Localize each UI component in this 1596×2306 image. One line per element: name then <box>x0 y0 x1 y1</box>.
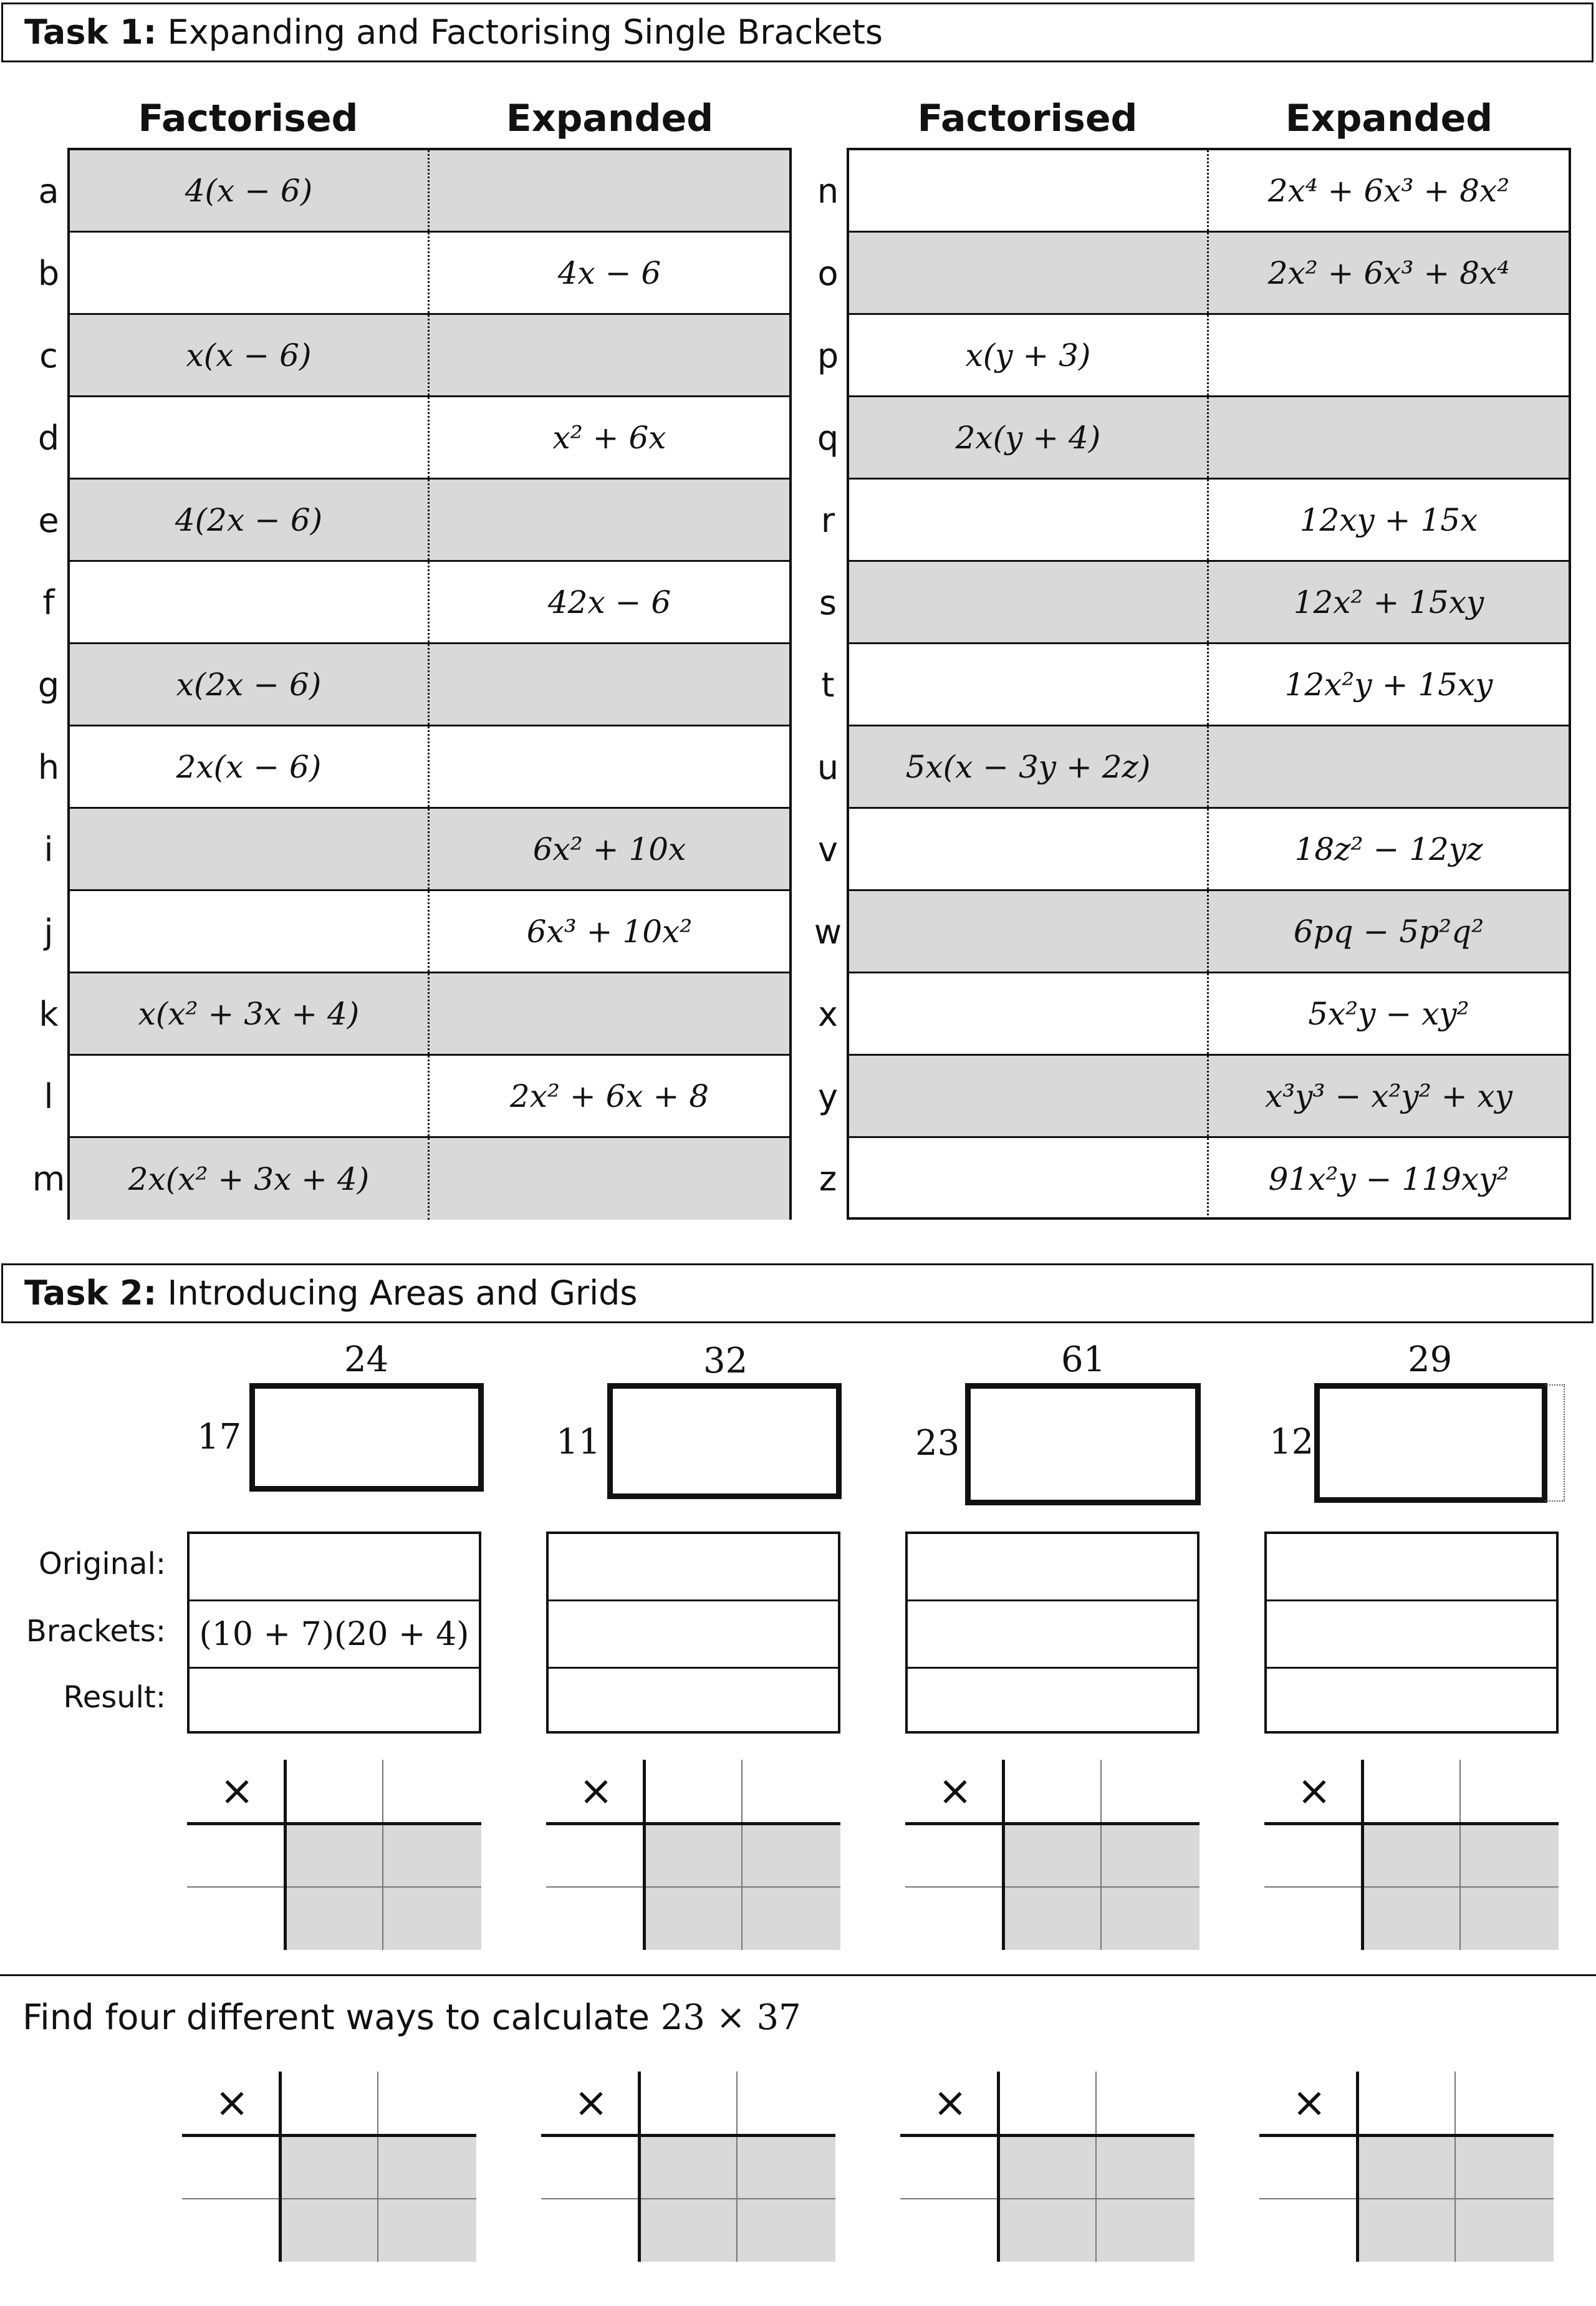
grid-divider <box>1100 1760 1102 1950</box>
factorised-cell[interactable] <box>849 809 1209 889</box>
row-letter-label: i <box>44 830 54 869</box>
row-letter-label: l <box>44 1077 54 1116</box>
rect1-top-dimension: 24 <box>344 1339 389 1380</box>
expanded-cell[interactable]: 12xy + 15x <box>1299 501 1478 538</box>
area-rectangle-4 <box>1314 1383 1547 1503</box>
factorised-cell[interactable] <box>849 891 1209 972</box>
table-row <box>70 1138 789 1220</box>
row-letter-label: q <box>817 418 839 458</box>
factorised-cell[interactable] <box>849 150 1209 231</box>
calc-box-1-original[interactable] <box>190 1534 479 1601</box>
grid-divider <box>187 1886 481 1888</box>
factorised-cell[interactable]: 2x(x − 6) <box>70 726 430 807</box>
find-prompt-expression: 23 × 37 <box>660 1997 801 2038</box>
grid-divider <box>377 2072 378 2262</box>
expanded-cell[interactable] <box>430 150 789 231</box>
table-row <box>849 1138 1569 1220</box>
factorised-cell[interactable]: 4(x − 6) <box>70 150 430 231</box>
calc-box-1-brackets[interactable]: (10 + 7)(20 + 4) <box>190 1601 479 1669</box>
table-row <box>70 891 789 973</box>
calc-box-4-original[interactable] <box>1267 1534 1556 1601</box>
expanded-cell[interactable]: 2x² + 6x + 8 <box>509 1078 709 1114</box>
factorised-cell[interactable] <box>70 1056 430 1136</box>
table-row <box>70 480 789 562</box>
left-table <box>67 148 792 1220</box>
task1-header <box>1 2 1594 62</box>
times-icon: × <box>214 2078 249 2126</box>
factorised-cell[interactable]: 5x(x − 3y + 2z) <box>849 726 1209 807</box>
grid-axis <box>279 2072 282 2262</box>
right-table <box>847 148 1571 1220</box>
grid-divider <box>741 1760 743 1950</box>
grid-axis <box>187 1822 481 1825</box>
factorised-cell[interactable]: 2x(x² + 3x + 4) <box>70 1138 430 1220</box>
row-letter-label: p <box>817 336 839 375</box>
times-icon: × <box>938 1767 973 1815</box>
grid-axis <box>541 2134 835 2137</box>
grid-axis <box>905 1822 1199 1825</box>
table-row <box>849 397 1569 480</box>
expanded-cell[interactable]: 12x²y + 15xy <box>1284 666 1493 703</box>
right-col-expanded-heading: Expanded <box>1285 97 1493 140</box>
table-row <box>70 726 789 809</box>
grid-divider <box>1264 1886 1559 1888</box>
factorised-cell[interactable] <box>849 973 1209 1054</box>
rect2-top-dimension: 32 <box>703 1341 748 1381</box>
expanded-cell[interactable]: 18z² − 12yz <box>1294 831 1483 867</box>
grid-divider <box>1095 2072 1097 2262</box>
grid-axis <box>638 2072 641 2262</box>
grid-axis <box>1002 1760 1005 1950</box>
expanded-cell[interactable]: x³y³ − x²y² + xy <box>1265 1078 1512 1114</box>
table-row <box>849 973 1569 1056</box>
grid-axis <box>1361 1760 1364 1950</box>
grid-divider <box>182 2198 476 2199</box>
times-icon: × <box>579 1767 613 1815</box>
table-row <box>70 315 789 397</box>
grid-divider <box>900 2198 1195 2199</box>
find-four-ways-prompt <box>22 1993 801 2043</box>
calc-box-3-original[interactable] <box>908 1534 1197 1601</box>
expanded-cell[interactable] <box>430 1138 789 1220</box>
table-row <box>70 1056 789 1138</box>
row-letter-label: h <box>37 748 60 787</box>
calc-box-2-result[interactable] <box>549 1669 838 1736</box>
row-letter-label: e <box>38 501 59 540</box>
row-letter-label: w <box>814 912 842 952</box>
calc-box-4 <box>1264 1532 1559 1734</box>
task2-title-text: Introducing Areas and Grids <box>156 1273 638 1313</box>
original-label: Original: <box>39 1546 166 1581</box>
factorised-cell[interactable] <box>849 233 1209 313</box>
expanded-cell[interactable]: x² + 6x <box>552 419 666 456</box>
expanded-cell[interactable] <box>1209 726 1569 807</box>
task2-title-bold: Task 2: <box>24 1273 157 1313</box>
row-letter-label: f <box>42 583 55 622</box>
right-col-factorised-heading: Factorised <box>917 97 1138 140</box>
calc-box-2-brackets[interactable] <box>549 1601 838 1669</box>
grid-axis <box>1356 2072 1359 2262</box>
multiplication-grid-1 <box>187 1760 481 1950</box>
row-letter-label: m <box>32 1159 65 1199</box>
grid-axis <box>1259 2134 1554 2137</box>
multiplication-grid-2 <box>546 1760 840 1950</box>
expanded-cell[interactable] <box>430 644 789 725</box>
factorised-cell[interactable] <box>70 891 430 972</box>
row-letter-label: x <box>818 995 838 1034</box>
expanded-cell[interactable]: 91x²y − 119xy² <box>1268 1160 1509 1197</box>
calc-box-3-result[interactable] <box>908 1669 1197 1736</box>
row-letter-label: t <box>821 665 835 705</box>
grid-axis <box>900 2134 1195 2137</box>
rect3-side-dimension: 23 <box>915 1423 960 1464</box>
grid-axis <box>284 1760 287 1950</box>
row-letter-label: g <box>37 665 60 705</box>
rect4-dotted-extension <box>1545 1384 1565 1502</box>
row-letter-label: z <box>819 1159 837 1199</box>
calc-box-3-brackets[interactable] <box>908 1601 1197 1669</box>
table-row <box>849 480 1569 562</box>
row-letter-label: s <box>819 583 837 622</box>
factorised-cell[interactable]: 2x(y + 4) <box>849 397 1209 478</box>
grid-divider <box>541 2198 835 2199</box>
expanded-cell[interactable]: 12x² + 15xy <box>1293 584 1484 620</box>
expanded-cell[interactable]: 6pq − 5p²q² <box>1293 913 1484 950</box>
multiplication-grid-4 <box>1264 1760 1559 1950</box>
table-row <box>849 150 1569 233</box>
factorised-cell[interactable] <box>70 233 430 313</box>
grid-axis <box>182 2134 476 2137</box>
table-row <box>70 809 789 891</box>
times-icon: × <box>1292 2078 1327 2126</box>
grid-axis <box>997 2072 1000 2262</box>
row-letter-label: u <box>817 748 839 787</box>
grid-divider <box>1454 2072 1456 2262</box>
times-icon: × <box>1297 1767 1332 1815</box>
calc-box-3 <box>905 1532 1199 1734</box>
calc-grid-3 <box>900 2072 1195 2262</box>
rect3-top-dimension: 61 <box>1061 1339 1106 1380</box>
task1-title-bold: Task 1: <box>24 12 157 52</box>
row-letter-label: o <box>817 254 839 293</box>
row-letter-label: b <box>37 254 60 293</box>
table-row <box>849 233 1569 315</box>
table-row <box>849 315 1569 397</box>
factorised-cell[interactable] <box>70 397 430 478</box>
row-letter-label: a <box>38 171 59 211</box>
brackets-label: Brackets: <box>26 1614 166 1649</box>
calc-grid-1 <box>182 2072 476 2262</box>
expanded-cell[interactable]: 2x⁴ + 6x³ + 8x² <box>1267 172 1510 209</box>
row-letter-label: c <box>39 336 58 375</box>
calc-box-1-result[interactable] <box>190 1669 479 1736</box>
calc-box-2 <box>546 1532 840 1734</box>
grid-divider <box>1459 1760 1461 1950</box>
factorised-cell[interactable]: x(y + 3) <box>849 315 1209 395</box>
factorised-cell[interactable] <box>849 1138 1209 1220</box>
row-letter-label: n <box>817 171 839 211</box>
grid-axis <box>1264 1822 1559 1825</box>
grid-divider <box>905 1886 1199 1888</box>
row-letter-label: r <box>820 501 835 540</box>
table-row <box>70 233 789 315</box>
grid-divider <box>1259 2198 1554 2199</box>
grid-divider <box>546 1886 840 1888</box>
table-row <box>849 644 1569 726</box>
times-icon: × <box>219 1767 254 1815</box>
expanded-cell[interactable] <box>430 726 789 807</box>
calc-box-1 <box>187 1532 481 1734</box>
calc-grid-4 <box>1259 2072 1554 2262</box>
table-row <box>70 973 789 1056</box>
table-row <box>70 562 789 644</box>
times-icon: × <box>574 2078 608 2126</box>
grid-axis <box>546 1822 840 1825</box>
expanded-cell[interactable] <box>430 480 789 560</box>
factorised-cell[interactable] <box>70 562 430 642</box>
calc-box-2-original[interactable] <box>549 1534 838 1601</box>
factorised-cell[interactable]: x(x − 6) <box>70 315 430 395</box>
grid-divider <box>382 1760 383 1950</box>
factorised-cell[interactable]: 4(2x − 6) <box>70 480 430 560</box>
rect4-side-dimension: 12 <box>1269 1422 1314 1462</box>
expanded-cell[interactable]: 42x − 6 <box>547 584 671 620</box>
expanded-cell[interactable] <box>430 315 789 395</box>
result-label: Result: <box>63 1680 166 1715</box>
expanded-cell[interactable]: 5x²y − xy² <box>1308 995 1469 1032</box>
table-row <box>849 891 1569 973</box>
area-rectangle-1 <box>249 1383 484 1492</box>
factorised-cell[interactable] <box>849 480 1209 560</box>
factorised-cell[interactable] <box>849 562 1209 642</box>
grid-axis <box>643 1760 646 1950</box>
expanded-cell[interactable] <box>1209 315 1569 395</box>
calc-box-4-result[interactable] <box>1267 1669 1556 1736</box>
expanded-cell[interactable]: 2x² + 6x³ + 8x⁴ <box>1267 254 1510 291</box>
rect1-side-dimension: 17 <box>197 1417 242 1457</box>
factorised-cell[interactable]: x(x² + 3x + 4) <box>70 973 430 1054</box>
expanded-cell[interactable]: 6x² + 10x <box>532 831 686 867</box>
calc-box-4-brackets[interactable] <box>1267 1601 1556 1669</box>
row-letter-label: k <box>39 995 59 1034</box>
expanded-cell[interactable]: 6x³ + 10x² <box>526 913 693 950</box>
multiplication-grid-3 <box>905 1760 1199 1950</box>
left-col-factorised-heading: Factorised <box>138 97 358 140</box>
table-row <box>70 150 789 233</box>
find-prompt-text: Find four different ways to calculate <box>22 1997 661 2038</box>
rect2-side-dimension: 11 <box>556 1422 601 1462</box>
task1-title-text: Expanding and Factorising Single Brackets <box>156 12 883 52</box>
table-row <box>849 1056 1569 1138</box>
factorised-cell[interactable] <box>849 644 1209 725</box>
left-col-expanded-heading: Expanded <box>506 97 714 140</box>
calc-grid-2 <box>541 2072 835 2262</box>
table-row <box>70 644 789 726</box>
section-divider <box>0 1974 1596 1976</box>
row-letter-label: j <box>44 912 54 952</box>
expanded-cell[interactable] <box>1209 397 1569 478</box>
area-rectangle-2 <box>607 1383 842 1499</box>
table-row <box>849 809 1569 891</box>
factorised-cell[interactable] <box>70 809 430 889</box>
table-row <box>849 726 1569 809</box>
task2-header <box>1 1263 1594 1323</box>
table-row <box>70 397 789 480</box>
times-icon: × <box>933 2078 968 2126</box>
factorised-cell[interactable]: x(2x − 6) <box>70 644 430 725</box>
rect4-top-dimension: 29 <box>1408 1339 1453 1380</box>
table-row <box>849 562 1569 644</box>
area-rectangle-3 <box>965 1383 1201 1505</box>
row-letter-label: d <box>37 418 60 458</box>
expanded-cell[interactable]: 4x − 6 <box>557 254 661 291</box>
factorised-cell[interactable] <box>849 1056 1209 1136</box>
grid-divider <box>736 2072 738 2262</box>
row-letter-label: v <box>818 830 838 869</box>
expanded-cell[interactable] <box>430 973 789 1054</box>
row-letter-label: y <box>818 1077 838 1116</box>
